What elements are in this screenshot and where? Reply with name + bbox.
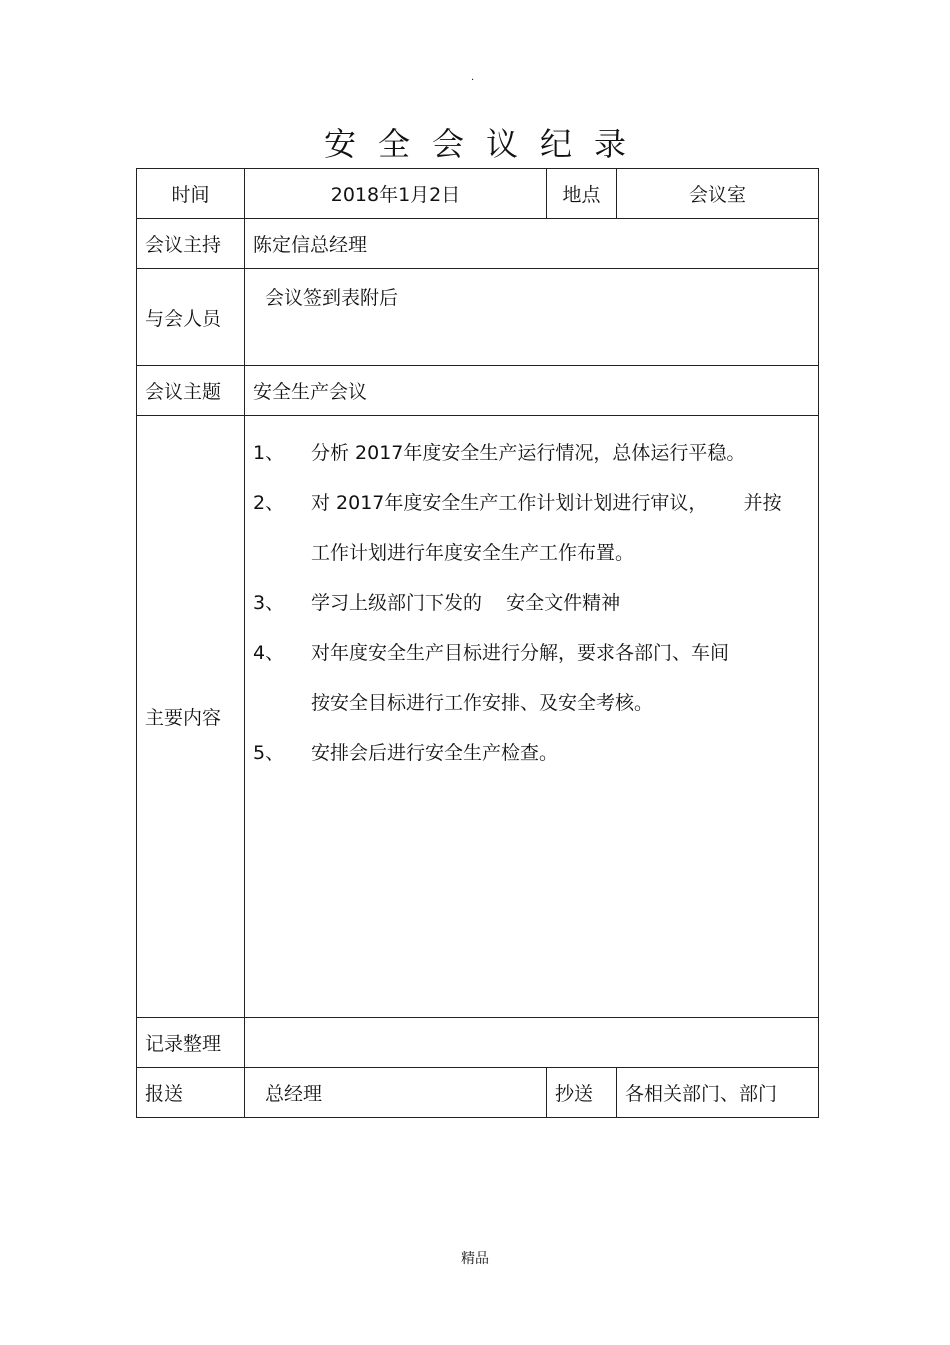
item-number: 1、 <box>253 442 285 464</box>
item-number: 3、 <box>253 592 285 614</box>
attendees-label: 与会人员 <box>137 269 245 366</box>
cc-label: 抄送 <box>547 1068 617 1118</box>
cc-value: 各相关部门、部门 <box>617 1068 819 1118</box>
report-label: 报送 <box>137 1068 245 1118</box>
document-title: 安全会议纪录 <box>323 125 648 163</box>
content-list <box>245 416 819 1018</box>
place-value: 会议室 <box>617 169 819 219</box>
row-content <box>137 416 819 1018</box>
item-text: 学习上级部门下发的 安全文件精神 <box>311 592 621 614</box>
topic-label: 会议主题 <box>137 366 245 416</box>
content-label: 主要内容 <box>137 416 245 1018</box>
time-label: 时间 <box>137 169 245 219</box>
row-topic <box>137 366 819 416</box>
topic-value: 安全生产会议 <box>245 366 819 416</box>
content-item <box>253 428 810 478</box>
item-text: 按安全目标进行工作安排、及安全考核。 <box>311 692 654 714</box>
header-dot: · <box>471 75 475 86</box>
place-label: 地点 <box>547 169 617 219</box>
footer-text: 精品 <box>461 1251 489 1267</box>
content-item <box>253 728 810 778</box>
item-number <box>253 528 311 578</box>
minutes-table <box>136 168 819 1118</box>
item-text: 安排会后进行安全生产检查。 <box>311 742 559 764</box>
report-value: 总经理 <box>245 1068 547 1118</box>
recorder-value <box>245 1018 819 1068</box>
recorder-label: 记录整理 <box>137 1018 245 1068</box>
item-text: 分析 2017年度安全生产运行情况，总体运行平稳。 <box>311 442 746 464</box>
time-value: 2018年1月2日 <box>245 169 547 219</box>
content-item <box>253 678 810 728</box>
item-text: 工作计划进行年度安全生产工作布置。 <box>311 542 635 564</box>
item-number: 2、 <box>253 492 285 514</box>
row-host <box>137 219 819 269</box>
row-report <box>137 1068 819 1118</box>
content-item <box>253 578 810 628</box>
host-value: 陈定信总经理 <box>245 219 819 269</box>
row-time <box>137 169 819 219</box>
row-recorder <box>137 1018 819 1068</box>
row-attendees <box>137 269 819 366</box>
item-number <box>253 678 311 728</box>
content-item <box>253 528 810 578</box>
content-item <box>253 628 810 678</box>
item-text: 对 2017年度安全生产工作计划计划进行审议， 并按 <box>311 492 782 514</box>
item-number: 5、 <box>253 742 285 764</box>
host-label: 会议主持 <box>137 219 245 269</box>
item-number: 4、 <box>253 642 285 664</box>
attendees-value: 会议签到表附后 <box>245 269 819 366</box>
content-item <box>253 478 810 528</box>
item-text: 对年度安全生产目标进行分解，要求各部门、车间 <box>311 642 730 664</box>
